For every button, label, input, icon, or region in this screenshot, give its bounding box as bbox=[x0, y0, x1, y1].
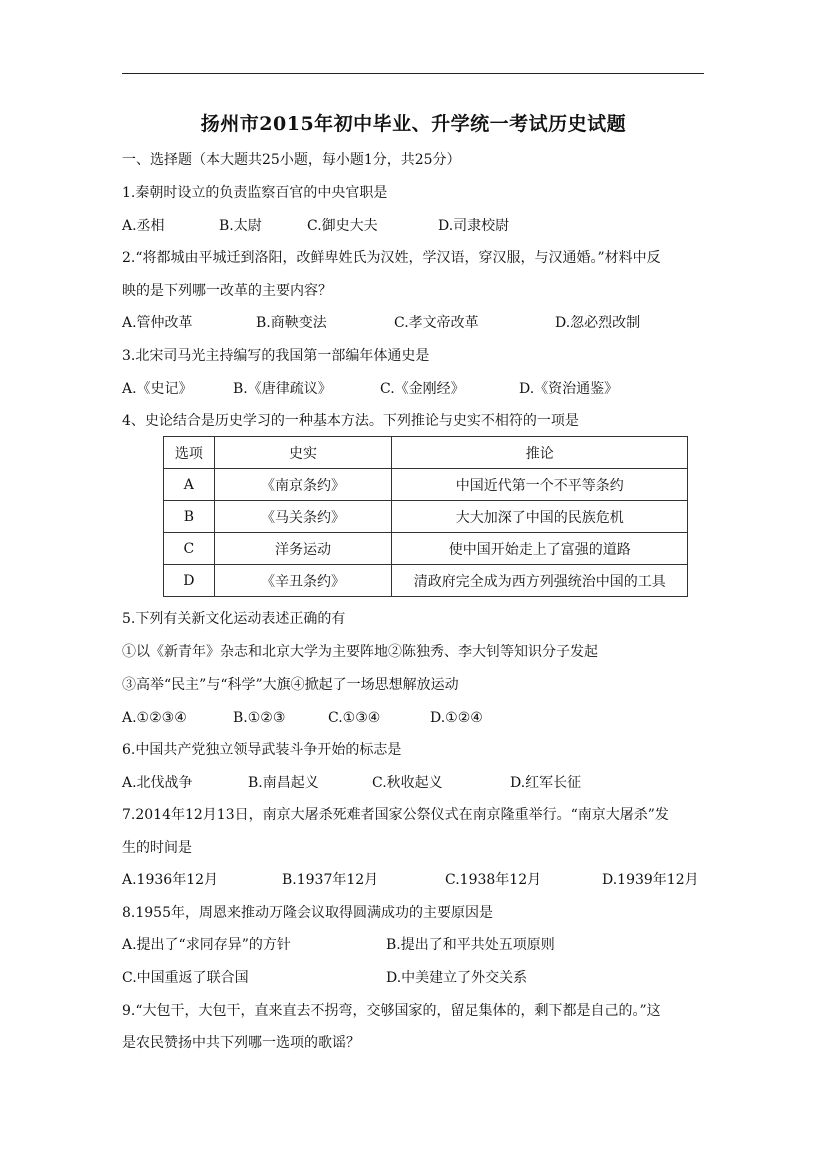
question-1-stem: 1.秦朝时设立的负责监察百官的中央官职是 bbox=[122, 185, 388, 201]
table-cell: 《辛丑条约》 bbox=[214, 565, 392, 597]
question-7-stem-line2: 生的时间是 bbox=[122, 840, 192, 856]
page-title: 扬州市2015年初中毕业、升学统一考试历史试题 bbox=[200, 113, 627, 135]
table-row bbox=[164, 533, 688, 565]
table-header-cell: 推论 bbox=[392, 437, 688, 469]
table-row bbox=[164, 469, 688, 501]
q8-option-b: B.提出了和平共处五项原则 bbox=[386, 937, 555, 953]
q6-option-d: D.红军长征 bbox=[510, 775, 582, 791]
question-2-stem-line2: 映的是下列哪一改革的主要内容？ bbox=[122, 283, 332, 299]
q2-option-c: C.孝文帝改革 bbox=[394, 315, 479, 331]
q3-option-a: A.《史记》 bbox=[122, 381, 193, 397]
question-5-stem: 5.下列有关新文化运动表述正确的有 bbox=[122, 611, 346, 627]
q6-option-a: A.北伐战争 bbox=[122, 775, 193, 791]
question-2-stem-line1: 2.“将都城由平城迁到洛阳，改鲜卑姓氏为汉姓，学汉语，穿汉服，与汉通婚。”材料中反 bbox=[122, 250, 661, 266]
table-cell: 《南京条约》 bbox=[214, 469, 392, 501]
question-9-stem-line1: 9.“大包干，大包干，直来直去不拐弯，交够国家的，留足集体的，剩下都是自己的。”这 bbox=[122, 1003, 661, 1019]
q3-option-b: B.《唐律疏议》 bbox=[233, 381, 332, 397]
table-cell: 中国近代第一个不平等条约 bbox=[392, 469, 688, 501]
table-row bbox=[164, 501, 688, 533]
q1-option-d: D.司隶校尉 bbox=[438, 218, 510, 234]
q2-option-d: D.忽必烈改制 bbox=[555, 315, 641, 331]
table-header-cell: 选项 bbox=[164, 437, 215, 469]
q1-option-c: C.御史大夫 bbox=[307, 218, 378, 234]
question-8-stem: 8.1955年，周恩来推动万隆会议取得圆满成功的主要原因是 bbox=[122, 905, 493, 921]
q7-option-a: A.1936年12月 bbox=[122, 872, 219, 888]
section-heading: 一、选择题（本大题共25小题，每小题1分，共25分） bbox=[122, 152, 461, 168]
q7-option-b: B.1937年12月 bbox=[282, 872, 379, 888]
q5-option-b: B.①②③ bbox=[233, 710, 286, 726]
question-5-items-line2: ③高举“民主”与“科学”大旗④掀起了一场思想解放运动 bbox=[122, 677, 459, 693]
question-5-items-line1: ①以《新青年》杂志和北京大学为主要阵地②陈独秀、李大钊等知识分子发起 bbox=[122, 644, 598, 660]
history-table bbox=[163, 436, 688, 597]
table-cell: 洋务运动 bbox=[214, 533, 392, 565]
table-row bbox=[164, 565, 688, 597]
question-7-stem-line1: 7.2014年12月13日，南京大屠杀死难者国家公祭仪式在南京隆重举行。“南京大屠杀”发 bbox=[122, 807, 669, 823]
q7-option-c: C.1938年12月 bbox=[445, 872, 542, 888]
table-cell: A bbox=[164, 469, 215, 501]
q3-option-c: C.《金刚经》 bbox=[380, 381, 465, 397]
q5-option-c: C.①③④ bbox=[328, 710, 381, 726]
q1-option-b: B.太尉 bbox=[219, 218, 262, 234]
header-rule bbox=[122, 73, 704, 74]
q6-option-c: C.秋收起义 bbox=[372, 775, 443, 791]
table-cell: D bbox=[164, 565, 215, 597]
table-cell: 使中国开始走上了富强的道路 bbox=[392, 533, 688, 565]
q8-option-c: C.中国重返了联合国 bbox=[122, 970, 249, 986]
q2-option-b: B.商鞅变法 bbox=[256, 315, 327, 331]
question-3-stem: 3.北宋司马光主持编写的我国第一部编年体通史是 bbox=[122, 348, 430, 364]
table-cell: 《马关条约》 bbox=[214, 501, 392, 533]
q1-option-a: A.丞相 bbox=[122, 218, 165, 234]
question-6-stem: 6.中国共产党独立领导武装斗争开始的标志是 bbox=[122, 742, 402, 758]
table-cell: 清政府完全成为西方列强统治中国的工具 bbox=[392, 565, 688, 597]
table-header-cell: 史实 bbox=[214, 437, 392, 469]
q3-option-d: D.《资治通鉴》 bbox=[519, 381, 619, 397]
q5-option-a: A.①②③④ bbox=[122, 710, 187, 726]
q8-option-a: A.提出了“求同存异”的方针 bbox=[122, 937, 291, 953]
question-9-stem-line2: 是农民赞扬中共下列哪一选项的歌谣？ bbox=[122, 1035, 360, 1051]
q7-option-d: D.1939年12月 bbox=[602, 872, 699, 888]
question-4-stem: 4、史论结合是历史学习的一种基本方法。下列推论与史实不相符的一项是 bbox=[122, 413, 579, 429]
q8-option-d: D.中美建立了外交关系 bbox=[386, 970, 528, 986]
table-header-row bbox=[164, 437, 688, 469]
table-cell: B bbox=[164, 501, 215, 533]
q2-option-a: A.管仲改革 bbox=[122, 315, 193, 331]
q6-option-b: B.南昌起义 bbox=[248, 775, 319, 791]
table-cell: C bbox=[164, 533, 215, 565]
table-cell: 大大加深了中国的民族危机 bbox=[392, 501, 688, 533]
q5-option-d: D.①②④ bbox=[430, 710, 483, 726]
